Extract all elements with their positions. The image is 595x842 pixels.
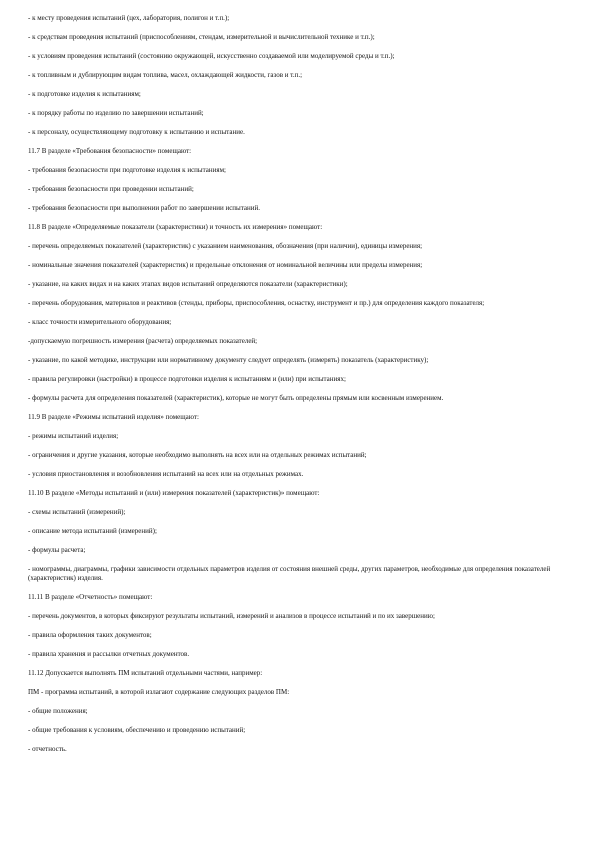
- list-item: - требования безопасности при проведении испытаний;: [28, 185, 194, 193]
- list-item: - указание, на каких видах и на каких этапах видов испытаний определяются показатели (характеристики);: [28, 280, 348, 288]
- list-item: - к персоналу, осуществляющему подготовку к испытанию и испытание.: [28, 128, 245, 136]
- list-item: - к порядку работы по изделию по завершении испытаний;: [28, 109, 204, 117]
- list-item: - схемы испытаний (измерений);: [28, 508, 126, 516]
- list-item: - указание, по какой методике, инструкции или нормативному документу следует определять (измерять) показатель (характеристику);: [28, 356, 429, 364]
- list-item: - ограничения и другие указания, которые необходимо выполнять на всех или на отдельных режимах испытаний;: [28, 451, 367, 459]
- section-heading: 11.12 Допускается выполнять ПМ испытаний отдельными частями, например:: [28, 669, 263, 677]
- list-item: - требования безопасности при выполнении работ по завершении испытаний.: [28, 204, 260, 212]
- list-item: - класс точности измерительного оборудования;: [28, 318, 172, 326]
- list-item: - к подготовке изделия к испытаниям;: [28, 90, 141, 98]
- list-item: - общие положения;: [28, 707, 88, 715]
- list-item: - к средствам проведения испытаний (приспособлениям, стендам, измерительной и вычислительной технике и т.п.);: [28, 33, 375, 41]
- list-item: - правила оформления таких документов;: [28, 631, 152, 639]
- list-item: - правила хранения и рассылки отчетных документов.: [28, 650, 190, 658]
- list-item: - требования безопасности при подготовке изделия к испытаниям;: [28, 166, 226, 174]
- list-item: - к месту проведения испытаний (цех, лаборатория, полигон и т.п.);: [28, 14, 230, 22]
- list-item: -допускаемую погрешность измерения (расчета) определяемых показателей;: [28, 337, 258, 345]
- list-item: ПМ - программа испытаний, в которой излагают содержание следующих разделов ПМ:: [28, 688, 290, 696]
- section-heading: 11.10 В разделе «Методы испытаний и (или) измерения показателей (характеристик)» помещают:: [28, 489, 320, 497]
- list-item: - к топливным и дублирующим видам топлива, масел, охлаждающей жидкости, газов и т.п.;: [28, 71, 303, 79]
- section-heading: 11.7 В разделе «Требования безопасности» помещают:: [28, 147, 192, 155]
- list-item: - к условиям проведения испытаний (состоянию окружающей, искусственно создаваемой или моделируемой среды и т.п.);: [28, 52, 395, 60]
- list-item: - номинальные значения показателей (характеристик) и предельные отклонения от номинальной величины или пределы измерения;: [28, 261, 423, 269]
- list-item: - перечень определяемых показателей (характеристик) с указанием наименования, обозначения (при наличии), единицы измерения;: [28, 242, 423, 250]
- list-item: - отчетность.: [28, 745, 67, 753]
- list-item: - условия приостановления и возобновления испытаний на всех или на отдельных режимах.: [28, 470, 304, 478]
- list-item: - перечень документов, в которых фиксируют результаты испытаний, измерений и анализов в процессе испытаний и по их завершению;: [28, 612, 435, 620]
- list-item: - общие требования к условиям, обеспечению и проведению испытаний;: [28, 726, 246, 734]
- section-heading: 11.9 В разделе «Режимы испытаний изделия» помещают:: [28, 413, 199, 421]
- document-body: [28, 14, 573, 764]
- list-item: - правила регулировки (настройки) в процессе подготовки изделия к испытаниям и (или) при испытаниях;: [28, 375, 346, 383]
- list-item: - формулы расчета;: [28, 546, 86, 554]
- list-item: - описание метода испытаний (измерений);: [28, 527, 157, 535]
- list-item: - перечень оборудования, материалов и реактивов (стенды, приборы, приспособления, оснастку, инструмент и пр.) для определения каждого показателя;: [28, 299, 485, 307]
- section-heading: 11.11 В разделе «Отчетность» помещают:: [28, 593, 153, 601]
- list-item: - номограммы, диаграммы, графики зависимости отдельных параметров изделия от состояния внешней среды, других параметров, необходимые для определения показателей (характеристик) изделия.: [28, 565, 551, 582]
- section-heading: 11.8 В разделе «Определяемые показатели (характеристики) и точность их измерения» помещают:: [28, 223, 323, 231]
- list-item: - формулы расчета для определения показателей (характеристик), которые не могут быть определены прямым или косвенным измерением.: [28, 394, 444, 402]
- list-item: - режимы испытаний изделия;: [28, 432, 119, 440]
